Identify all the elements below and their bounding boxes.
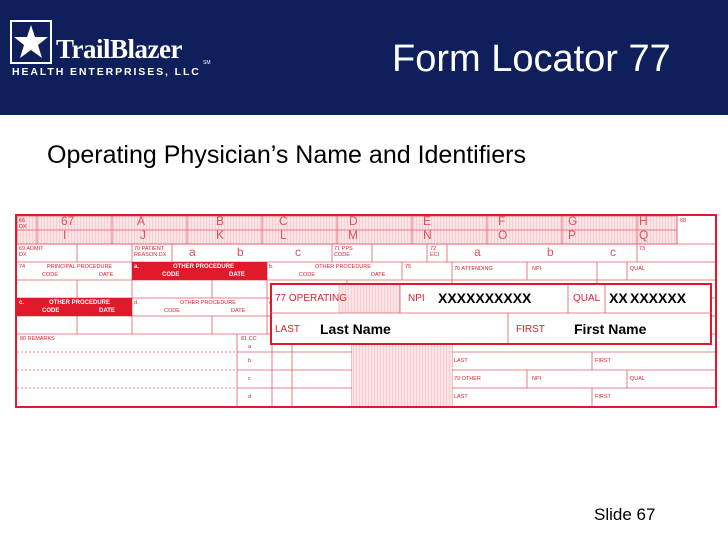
fl70-letter-c: c: [295, 245, 301, 259]
op-b-date: DATE: [371, 272, 386, 278]
op-d-label: OTHER PROCEDURE: [180, 300, 236, 306]
op-c-date: DATE: [99, 308, 115, 314]
fl76-label: 76 ATTENDING: [454, 266, 493, 272]
fl77-qual-value: XX: [609, 290, 628, 306]
fl67-code-67: 67: [61, 214, 75, 228]
fl67-code-d: D: [349, 214, 358, 228]
op-d-letter: d.: [134, 300, 139, 306]
fl77-npi-value: XXXXXXXXXX: [438, 290, 532, 306]
fl79-first: FIRST: [595, 394, 611, 400]
fl67-code-l: L: [280, 228, 287, 242]
fl67-code-b: B: [216, 214, 225, 228]
fl78-last: LAST: [454, 358, 468, 364]
fl76-qual: QUAL: [630, 266, 645, 272]
fl75-label: 75: [405, 264, 412, 270]
fl76-npi: NPI: [532, 266, 542, 272]
fl72-letter-a: a: [474, 245, 481, 259]
fl67-code-j: J: [140, 228, 146, 242]
op-c-code: CODE: [42, 308, 60, 314]
fl67-code-p: P: [568, 228, 577, 242]
fl67-code-a: A: [137, 214, 146, 228]
op-c-label: OTHER PROCEDURE: [49, 300, 111, 306]
fl80-label: 80 REMARKS: [20, 336, 55, 342]
principal-date-label: DATE: [99, 272, 114, 278]
fl67-code-o: O: [498, 228, 508, 242]
fl67-code-f: F: [498, 214, 506, 228]
fl77-last-label: LAST: [275, 324, 301, 335]
fl67-code-c: C: [279, 214, 288, 228]
fl72-letter-b: b: [547, 245, 554, 259]
op-d-date: DATE: [231, 308, 246, 314]
header-bar: [0, 0, 728, 115]
fl66-label: 66 DX: [19, 218, 27, 230]
fl79-label: 79 OTHER: [454, 376, 481, 382]
fl67-code-h: H: [639, 214, 648, 228]
fl77-npi-label: NPI: [408, 293, 425, 304]
fl79-last: LAST: [454, 394, 468, 400]
fl69-label: 69 ADMIT DX: [19, 246, 44, 258]
fl74-label: 74: [19, 264, 26, 270]
slide-title: Form Locator 77: [392, 38, 671, 80]
op-b-label: OTHER PROCEDURE: [315, 264, 371, 270]
slide-number: Slide 67: [594, 505, 656, 524]
op-b-letter: b.: [269, 264, 274, 270]
fl77-first-label: FIRST: [516, 324, 545, 335]
fl72-letter-c: c: [610, 245, 616, 259]
logo-subtitle: HEALTH ENTERPRISES, LLC: [12, 66, 201, 78]
fl79-npi: NPI: [532, 376, 542, 382]
fl81-label: 81 CC: [241, 336, 257, 342]
logo-name: TrailBlazer: [56, 34, 182, 64]
op-a-letter: a.: [134, 264, 140, 270]
fl67-code-q: Q: [639, 228, 649, 242]
fl68-label: 68: [680, 218, 687, 224]
fl70-letter-b: b: [237, 245, 244, 259]
fl77-qual-id: XXXXXX: [630, 290, 687, 306]
logo-servicemark: SM: [203, 60, 211, 66]
star-icon: [10, 20, 54, 66]
fl77-last-name: Last Name: [320, 321, 391, 337]
fl67-code-i: I: [63, 228, 67, 242]
fl79-qual: QUAL: [630, 376, 645, 382]
fl70-letter-a: a: [189, 245, 196, 259]
fl67-code-e: E: [423, 214, 432, 228]
op-a-code: CODE: [162, 272, 180, 278]
fl71-label: 71 PPS CODE: [334, 246, 353, 258]
fl77-first-name: First Name: [574, 321, 647, 337]
fl67-code-g: G: [568, 214, 578, 228]
logo: [10, 18, 220, 88]
fl81-row-a: a: [248, 344, 252, 350]
fl72-label: 72 ECI: [430, 246, 440, 258]
slide-subtitle: Operating Physician’s Name and Identifiers: [47, 141, 526, 169]
op-d-code: CODE: [164, 308, 180, 314]
op-b-code: CODE: [299, 272, 315, 278]
fl77-qual-label: QUAL: [573, 293, 601, 304]
principal-procedure-label: PRINCIPAL PROCEDURE: [47, 264, 113, 270]
fl67-code-n: N: [423, 228, 432, 242]
fl77-operating-overlay: [270, 283, 712, 345]
principal-code-label: CODE: [42, 272, 58, 278]
op-c-letter: c.: [19, 300, 25, 306]
fl70-label: 70 PATIENT REASON DX: [134, 246, 167, 258]
op-a-date: DATE: [229, 272, 245, 278]
fl77-label: 77 OPERATING: [275, 293, 348, 304]
fl67-code-k: K: [216, 228, 225, 242]
fl81-row-d: d: [248, 394, 252, 400]
fl81-row-b: b: [248, 358, 252, 364]
fl78-first: FIRST: [595, 358, 611, 364]
fl67-code-m: M: [348, 228, 358, 242]
fl81-row-c: c: [248, 376, 251, 382]
op-a-label: OTHER PROCEDURE: [173, 264, 235, 270]
fl73-label: 73: [639, 246, 646, 252]
